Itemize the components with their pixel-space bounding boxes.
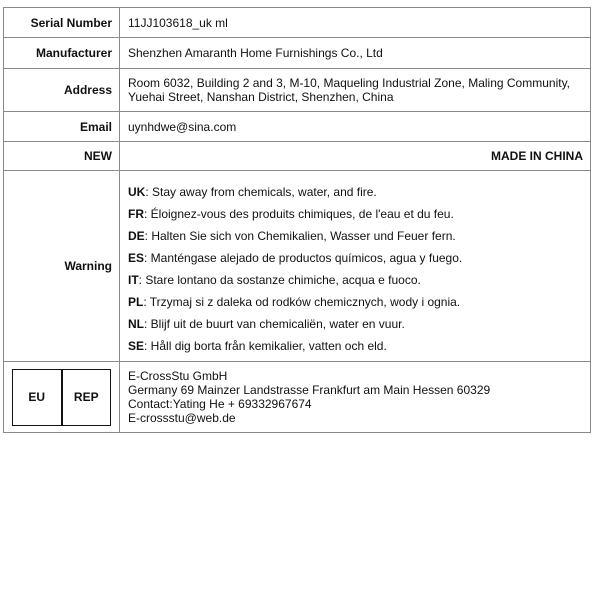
ec-rep-symbol-cell bbox=[4, 362, 120, 433]
warning-line-pl bbox=[128, 295, 584, 309]
warning-text: : Blijf uit de buurt van chemicaliën, water en vuur. bbox=[144, 317, 405, 331]
warning-language-code: IT bbox=[128, 273, 139, 287]
warning-row bbox=[4, 171, 591, 362]
warning-label: Warning bbox=[4, 171, 120, 362]
warning-line-it bbox=[128, 273, 584, 287]
manufacturer-label: Manufacturer bbox=[4, 38, 120, 69]
serial-number-value: 11JJ103618_uk ml bbox=[120, 8, 591, 38]
manufacturer-value: Shenzhen Amaranth Home Furnishings Co., Ltd bbox=[120, 38, 591, 69]
warning-text-block bbox=[120, 171, 591, 362]
ec-rep-lines bbox=[128, 369, 584, 425]
warning-language-code: NL bbox=[128, 317, 144, 331]
ec-rep-eu-text: EU bbox=[28, 390, 46, 404]
warning-language-code: UK bbox=[128, 185, 146, 199]
email-label: Email bbox=[4, 112, 120, 142]
serial-number-label: Serial Number bbox=[4, 8, 120, 38]
serial-number-row bbox=[4, 8, 591, 38]
product-label-table bbox=[3, 7, 591, 433]
ec-rep-symbol bbox=[12, 369, 111, 426]
ec-rep-details bbox=[120, 362, 591, 433]
address-row bbox=[4, 69, 591, 112]
email-row bbox=[4, 112, 591, 142]
warning-line-fr bbox=[128, 207, 584, 221]
warning-text: : Håll dig borta från kemikalier, vatten och eld. bbox=[144, 339, 387, 353]
warning-text: : Éloignez-vous des produits chimiques, de l'eau et du feu. bbox=[144, 207, 454, 221]
warning-text: : Halten Sie sich von Chemikalien, Wasser und Feuer fern. bbox=[144, 229, 456, 243]
origin-row bbox=[4, 142, 591, 171]
ec-rep-line: Germany 69 Mainzer Landstrasse Frankfurt am Main Hessen 60329 bbox=[128, 383, 491, 397]
address-value: Room 6032, Building 2 and 3, M-10, Maqueling Industrial Zone, Maling Community, Yuehai Street, Nanshan District, Shenzhen, China bbox=[120, 69, 591, 112]
warning-line-uk bbox=[128, 185, 584, 199]
warning-line-de bbox=[128, 229, 584, 243]
warning-language-code: FR bbox=[128, 207, 144, 221]
warning-text: : Manténgase alejado de productos químicos, agua y fuego. bbox=[144, 251, 463, 265]
warning-text: : Stare lontano da sostanze chimiche, acqua e fuoco. bbox=[138, 273, 421, 287]
warning-lines bbox=[128, 171, 584, 361]
warning-language-code: DE bbox=[128, 229, 145, 243]
warning-line-nl bbox=[128, 317, 584, 331]
address-label: Address bbox=[4, 69, 120, 112]
manufacturer-row bbox=[4, 38, 591, 69]
made-in-china-text: MADE IN CHINA bbox=[120, 142, 591, 171]
ec-rep-row bbox=[4, 362, 591, 433]
warning-text: : Trzymaj si z daleka od rodków chemicznych, wody i ognia. bbox=[143, 295, 461, 309]
warning-line-es bbox=[128, 251, 584, 265]
email-value: uynhdwe@sina.com bbox=[120, 112, 591, 142]
ec-rep-line: E-crossstu@web.de bbox=[128, 411, 236, 425]
new-label: NEW bbox=[4, 142, 120, 171]
warning-language-code: ES bbox=[128, 251, 145, 265]
warning-language-code: PL bbox=[128, 295, 144, 309]
ec-rep-rep-text: REP bbox=[61, 370, 111, 425]
warning-line-se bbox=[128, 339, 584, 353]
ec-rep-line: E-CrossStu GmbH bbox=[128, 369, 228, 383]
ec-rep-line: Contact:Yating He + 69332967674 bbox=[128, 397, 312, 411]
warning-text: : Stay away from chemicals, water, and fire. bbox=[145, 185, 377, 199]
warning-language-code: SE bbox=[128, 339, 145, 353]
